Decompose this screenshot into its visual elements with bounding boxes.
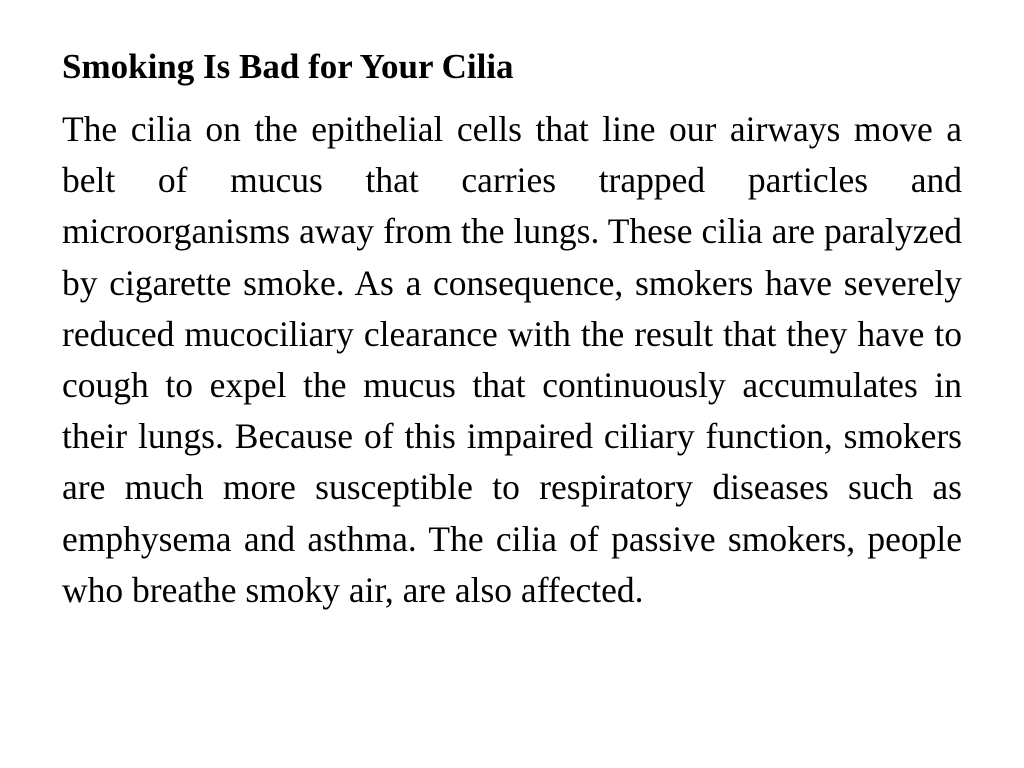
page-title: Smoking Is Bad for Your Cilia — [62, 47, 514, 86]
body-paragraph: The cilia on the epithelial cells that line our airways move a belt of mucus that carries trapped particles and microorganisms away from the lungs. These cilia are paralyzed by cigarette smoke. As a consequence, smokers have severely reduced mucociliary clearance with the result that they have to cough to expel the mucus that continuously accumulates in their lungs. Because of this impaired ciliary function, smokers are much more susceptible to respiratory diseases such as emphysema and asthma. The cilia of passive smokers, people who breathe smoky air, are also affected. — [62, 109, 962, 610]
